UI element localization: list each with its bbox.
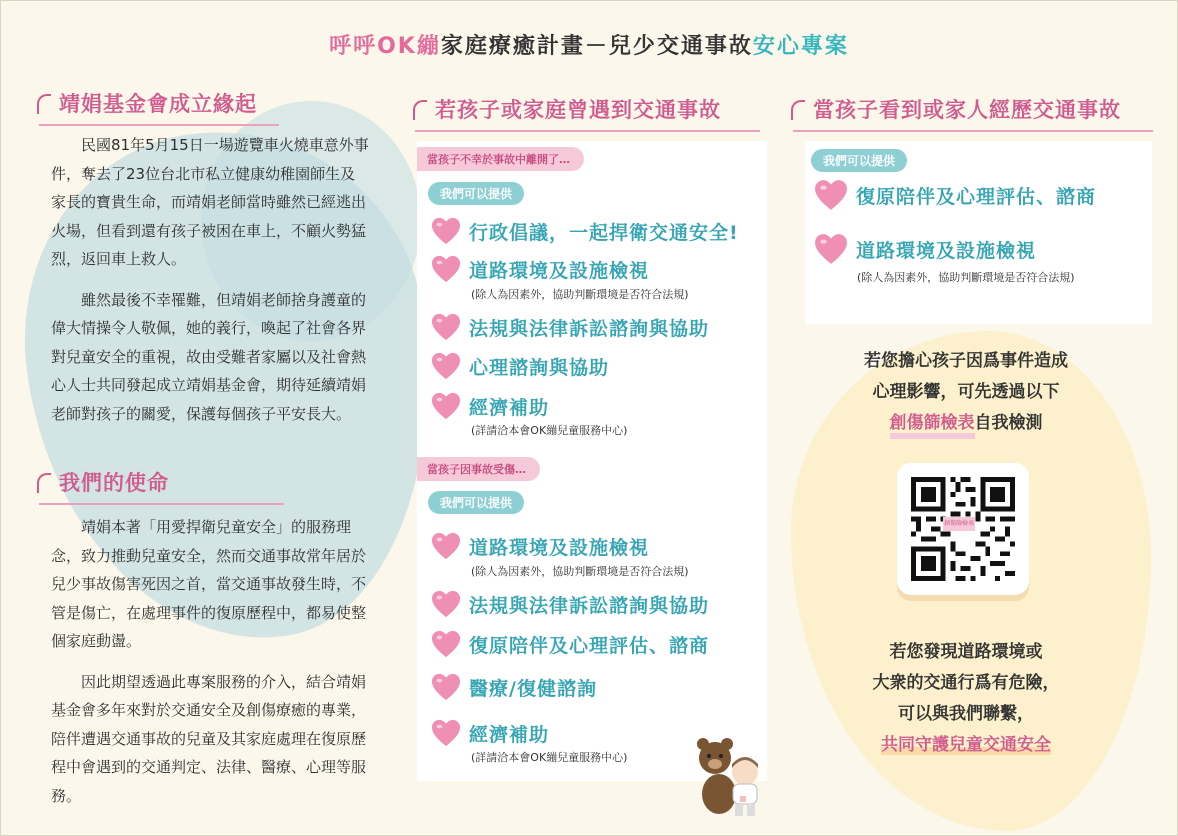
service-item bbox=[431, 672, 597, 702]
service-label: 經濟補助 bbox=[469, 396, 550, 419]
service-label: 經濟補助 bbox=[469, 723, 550, 746]
service-item bbox=[431, 531, 649, 561]
heart-icon bbox=[814, 233, 848, 265]
heart-icon bbox=[431, 391, 461, 421]
service-label: 復原陪伴及心理評估、諮商 bbox=[856, 185, 1097, 208]
worry-line: 若您擔心孩子因爲事件造成 bbox=[864, 351, 1068, 371]
service-item bbox=[814, 179, 1096, 211]
heart-icon bbox=[431, 312, 461, 342]
qr-center-label: 創傷篩檢表 bbox=[943, 517, 975, 531]
service-item bbox=[814, 233, 1036, 265]
mission-heading bbox=[59, 467, 169, 497]
service-label: 道路環境及設施檢視 bbox=[856, 239, 1037, 262]
mission-paragraph-2: 因此期望透過此專案服務的介入，結合靖娟基金會多年來對於交通安全及創傷療癒的專業，陪伴遭遇交通事故的兒童及其家庭處理在復原歷程中會遇到的交通判定、法律、醫療、心理等服務。 bbox=[51, 672, 367, 805]
service-item bbox=[431, 351, 609, 381]
heading-underline bbox=[39, 503, 284, 505]
report-line: 若您發現道路環境或 bbox=[889, 642, 1043, 662]
service-note: (除人為因素外，協助判斷環境是否符合法規) bbox=[471, 565, 689, 578]
heart-icon bbox=[431, 351, 461, 381]
qr-code[interactable] bbox=[897, 463, 1029, 595]
heading-underline bbox=[415, 130, 760, 132]
middle-heading-text: 若孩子或家庭曾遇到交通事故 bbox=[435, 98, 721, 122]
screening-link[interactable]: 創傷篩檢表 bbox=[890, 413, 975, 439]
service-label: 心理諮詢與協助 bbox=[469, 356, 610, 379]
service-note: (詳請洽本會OK繃兒童服務中心) bbox=[471, 751, 628, 764]
founding-text bbox=[51, 131, 369, 428]
service-label: 法規與法律訴訟諮詢與協助 bbox=[469, 594, 710, 617]
title-brand: 呼呼OK繃 bbox=[329, 34, 441, 59]
report-text bbox=[791, 637, 1141, 761]
service-item bbox=[431, 629, 709, 659]
founding-paragraph-1: 民國81年5月15日一場遊覽車火燒車意外事件，奪去了23位台北市私立健康幼稚園師生及家長的寶貴生命，而靖娟老師當時雖然已經逃出火場，但看到還有孩子被困在車上，不顧火勢猛烈，返回車上救人。 bbox=[51, 136, 369, 268]
service-label: 道路環境及設施檢視 bbox=[469, 259, 650, 282]
service-item bbox=[431, 216, 739, 246]
mission-heading-text: 我們的使命 bbox=[59, 471, 169, 495]
heart-icon bbox=[431, 254, 461, 284]
service-note: (詳請洽本會OK繃兒童服務中心) bbox=[471, 424, 628, 437]
service-label: 道路環境及設施檢視 bbox=[469, 536, 650, 559]
heart-icon bbox=[431, 672, 461, 702]
group2-tag: 當孩子因事故受傷… bbox=[417, 457, 540, 481]
bear-and-child-illustration bbox=[691, 736, 771, 818]
title-main: 家庭療癒計畫－兒少交通事故 bbox=[440, 34, 753, 59]
right-provide-label: 我們可以提供 bbox=[811, 149, 907, 172]
service-item bbox=[431, 254, 649, 284]
heart-icon bbox=[431, 531, 461, 561]
report-line: 大衆的交通行爲有危險， bbox=[872, 673, 1060, 693]
service-note: (除人為因素外，協助判斷環境是否符合法規) bbox=[857, 271, 1075, 284]
page-title bbox=[1, 29, 1177, 60]
right-heading bbox=[813, 94, 1121, 124]
mission-paragraph-1: 靖娟本著「用愛捍衛兒童安全」的服務理念，致力推動兒童安全，然而交通事故常年居於兒少事故傷害死因之首，當交通事故發生時，不管是傷亡，在處理事件的復原歷程中，都易使整個家庭動盪。 bbox=[51, 518, 367, 650]
heart-icon bbox=[431, 718, 461, 748]
service-item bbox=[431, 391, 549, 421]
worry-line: 心理影響，可先透過以下 bbox=[872, 382, 1060, 402]
service-item bbox=[431, 718, 549, 748]
report-line: 可以與我們聯繫， bbox=[898, 704, 1034, 724]
worry-text bbox=[791, 346, 1141, 439]
worry-tail: 自我檢測 bbox=[974, 413, 1043, 433]
group2-provide-label: 我們可以提供 bbox=[428, 491, 524, 514]
heading-underline bbox=[793, 130, 1153, 132]
mission-text bbox=[51, 513, 369, 810]
founding-heading-text: 靖娟基金會成立緣起 bbox=[59, 92, 257, 116]
title-tail: 安心專案 bbox=[752, 34, 849, 59]
heading-underline bbox=[39, 124, 279, 126]
service-item bbox=[431, 589, 709, 619]
heart-icon bbox=[431, 589, 461, 619]
service-label: 行政倡議，一起捍衛交通安全! bbox=[469, 221, 739, 244]
service-label: 復原陪伴及心理評估、諮商 bbox=[469, 634, 710, 657]
heart-icon bbox=[814, 179, 848, 211]
service-label: 法規與法律訴訟諮詢與協助 bbox=[469, 317, 710, 340]
heart-icon bbox=[431, 216, 461, 246]
right-heading-text: 當孩子看到或家人經歷交通事故 bbox=[813, 98, 1121, 122]
heart-icon bbox=[431, 629, 461, 659]
group1-tag: 當孩子不幸於事故中離開了… bbox=[417, 147, 584, 171]
founding-paragraph-2: 雖然最後不幸罹難，但靖娟老師捨身護童的偉大情操令人敬佩，她的義行，喚起了社會各界對兒童安全的重視，故由受難者家屬以及社會熱心人士共同發起成立靖娟基金會，期待延續靖娟老師對孩子的關愛，保護每個孩子平安長大。 bbox=[51, 290, 367, 423]
service-item bbox=[431, 312, 709, 342]
report-highlight: 共同守護兒童交通安全 bbox=[881, 735, 1051, 755]
group1-provide-label: 我們可以提供 bbox=[428, 182, 524, 205]
service-label: 醫療/復健諮詢 bbox=[469, 677, 597, 700]
founding-heading bbox=[59, 88, 257, 118]
middle-heading bbox=[435, 94, 721, 124]
service-note: (除人為因素外，協助判斷環境是否符合法規) bbox=[471, 288, 689, 301]
